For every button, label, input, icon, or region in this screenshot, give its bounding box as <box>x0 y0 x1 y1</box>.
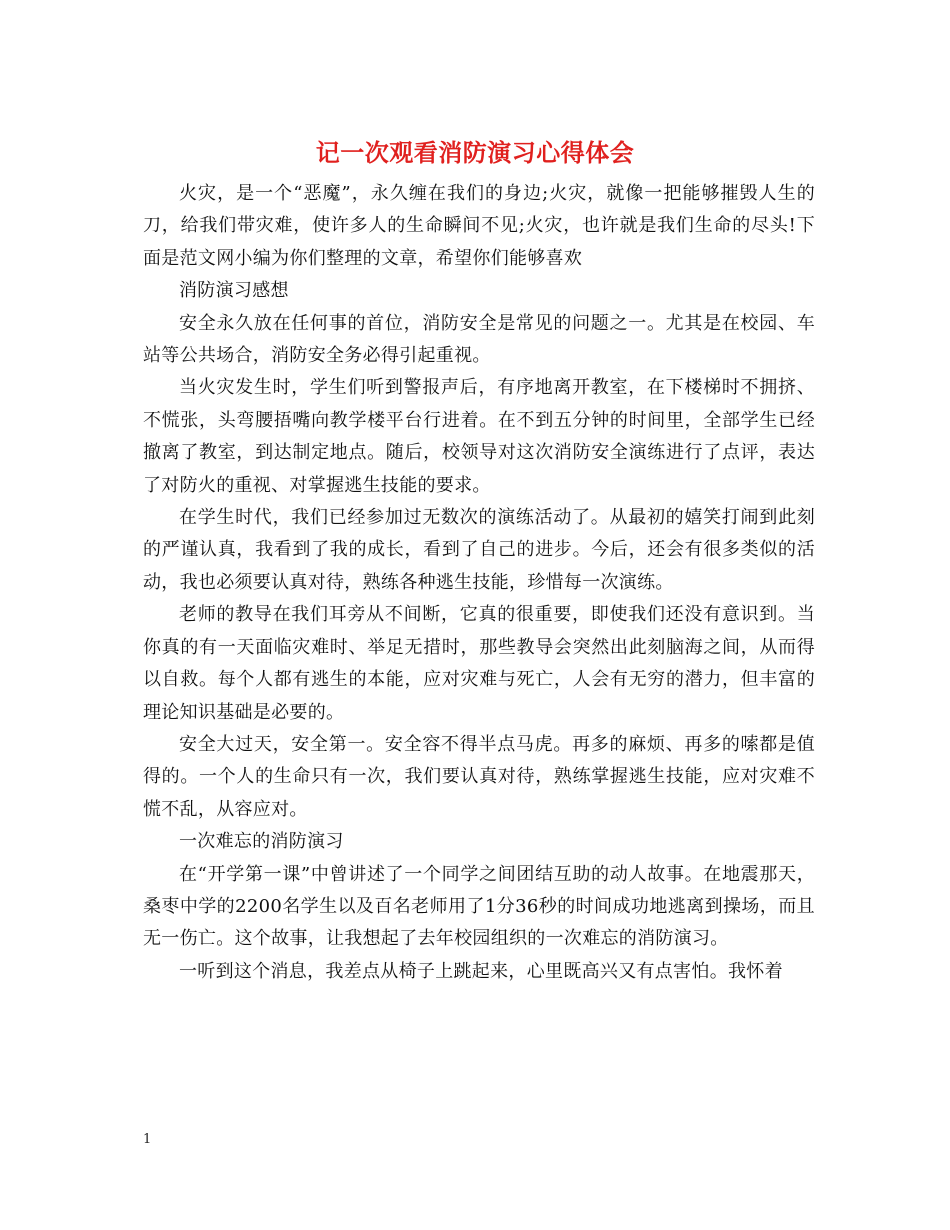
paragraph: 在学生时代，我们已经参加过无数次的演练活动了。从最初的嬉笑打闹到此刻的严谨认真，我看到了我的成长，看到了自己的进步。今后，还会有很多类似的活动，我也必须要认真对待，熟练各种逃生技能，珍惜每一次演练。 <box>143 507 815 593</box>
paragraph: 老师的教导在我们耳旁从不间断，它真的很重要，即使我们还没有意识到。当你真的有一天面临灾难时、举足无措时，那些教导会突然出此刻脑海之间，从而得以自救。每个人都有逃生的本能，应对灾难与死亡，人会有无穷的潜力，但丰富的理论知识基础是必要的。 <box>143 604 815 723</box>
paragraph: 安全永久放在任何事的首位，消防安全是常见的问题之一。尤其是在校园、车站等公共场合，消防安全务必得引起重视。 <box>143 312 815 367</box>
paragraph: 安全大过天，安全第一。安全容不得半点马虎。再多的麻烦、再多的嗦都是值得的。一个人的生命只有一次，我们要认真对待，熟练掌握逃生技能，应对灾难不慌不乱，从容应对。 <box>143 733 815 820</box>
document-body <box>143 178 815 988</box>
paragraph: 当火灾发生时，学生们听到警报声后，有序地离开教室，在下楼梯时不拥挤、不慌张，头弯腰捂嘴向教学楼平台行进着。在不到五分钟的时间里，全部学生已经撤离了教室，到达制定地点。随后，校领导对这次消防安全演练进行了点评，表达了对防火的重视、对掌握逃生技能的要求。 <box>143 377 815 496</box>
section-heading-memorable-drill: 一次难忘的消防演习 <box>179 831 344 853</box>
paragraph-intro: 火灾，是一个“恶魔”，永久缠在我们的身边;火灾，就像一把能够摧毁人生的刀，给我们带灾难，使许多人的生命瞬间不见;火灾，也许就是我们生命的尽头!下面是范文网小编为你们整理的文章，希望你们能够喜欢 <box>143 183 815 269</box>
page-number: 1 <box>143 1132 152 1147</box>
page-title: 记一次观看消防演习心得体会 <box>315 138 635 167</box>
section-heading-fire-drill-thoughts: 消防演习感想 <box>179 280 289 302</box>
paragraph: 一听到这个消息，我差点从椅子上跳起来，心里既高兴又有点害怕。我怀着 <box>179 960 783 982</box>
paragraph: 在“开学第一课”中曾讲述了一个同学之间团结互助的动人故事。在地震那天，桑枣中学的2200名学生以及百名老师用了1分36秒的时间成功地逃离到操场，而且无一伤亡。这个故事，让我想起了去年校园组织的一次难忘的消防演习。 <box>143 863 815 950</box>
